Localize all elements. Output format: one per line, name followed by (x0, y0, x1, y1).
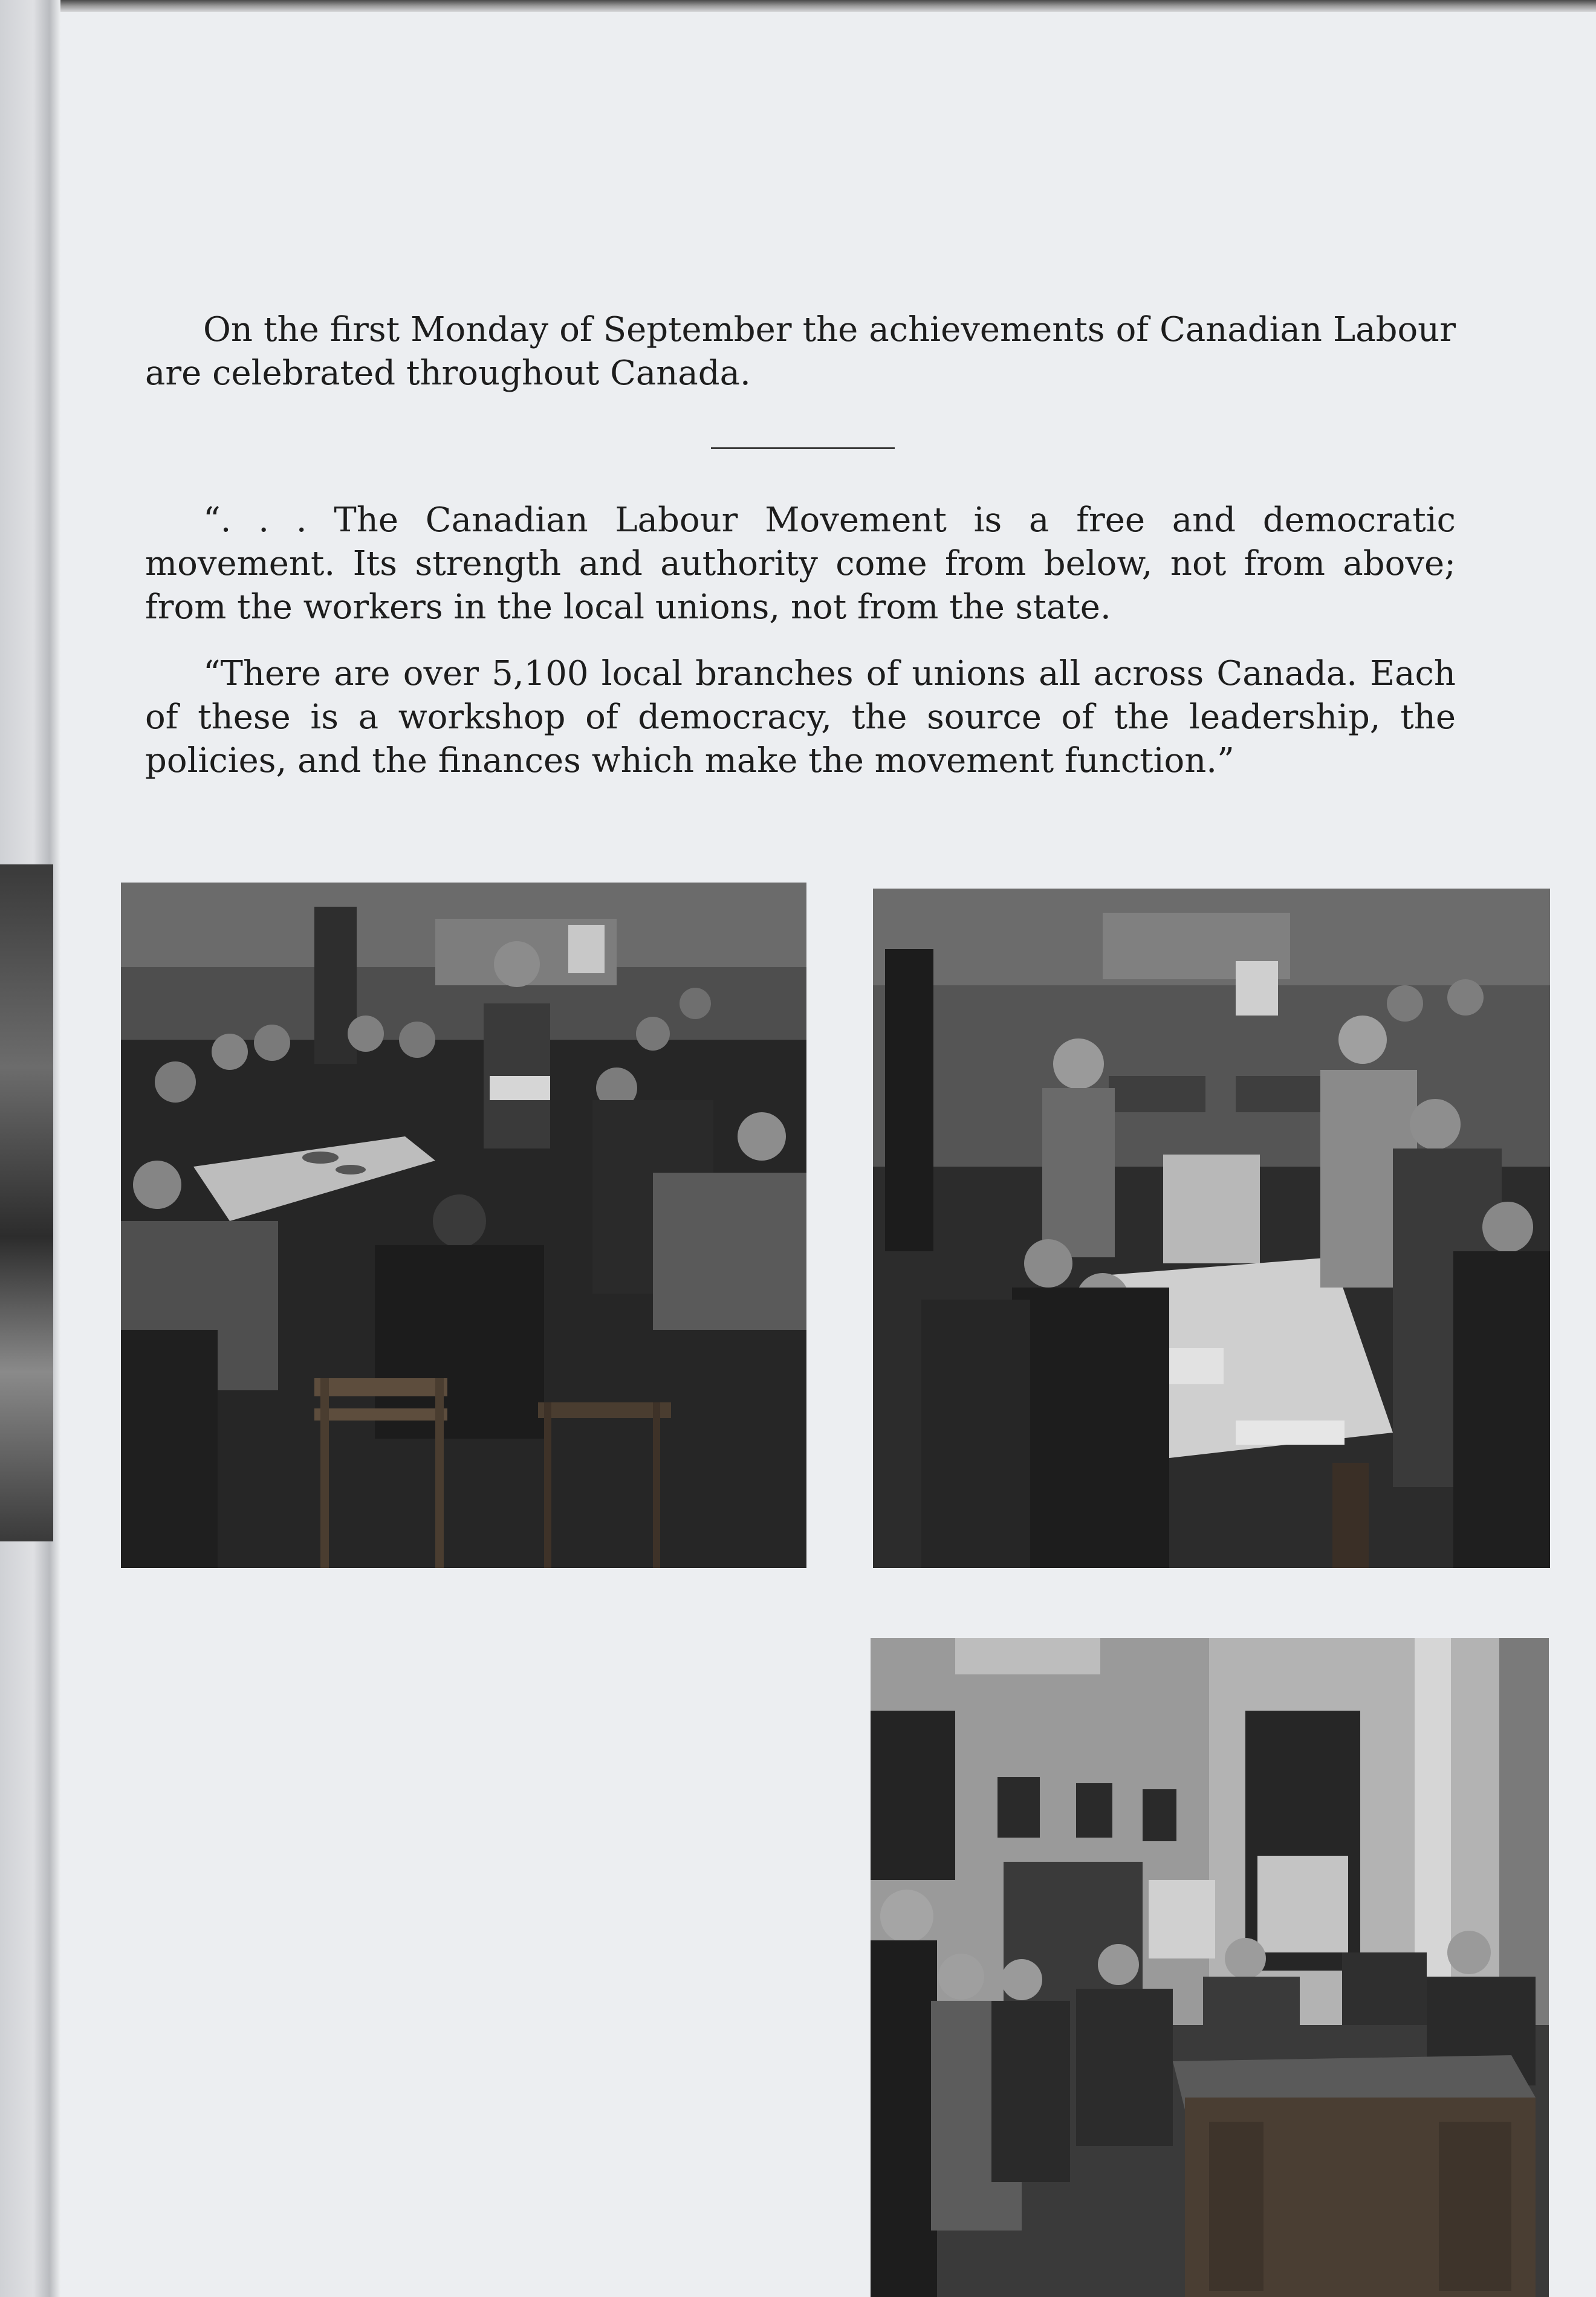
intro-paragraph: On the first Monday of September the achievements of Canadian Labour are celebrated throughout Canada. (145, 310, 1456, 393)
quote-paragraph-2: “There are over 5,100 local branches of unions all across Canada. Each of these is a workshop of democracy, the source of the leadership, the policies, and the finances which make the movement function.” (145, 654, 1456, 780)
photo-union-meeting (121, 883, 806, 1568)
quote-paragraph-1: “. . . The Canadian Labour Movement is a free and democratic movement. Its strength and authority come from below, not from above; from the workers in the local unions, not from the state. (145, 501, 1456, 627)
page-top-shadow (0, 0, 1596, 13)
photo-ballot-voting-image (873, 889, 1550, 1568)
photo-union-office (871, 1638, 1549, 2297)
photo-ballot-voting (873, 889, 1550, 1568)
facing-page-photo-edge (0, 864, 53, 1541)
section-divider (711, 447, 895, 449)
photo-union-meeting-image (121, 883, 806, 1568)
photo-union-office-image (871, 1638, 1549, 2297)
